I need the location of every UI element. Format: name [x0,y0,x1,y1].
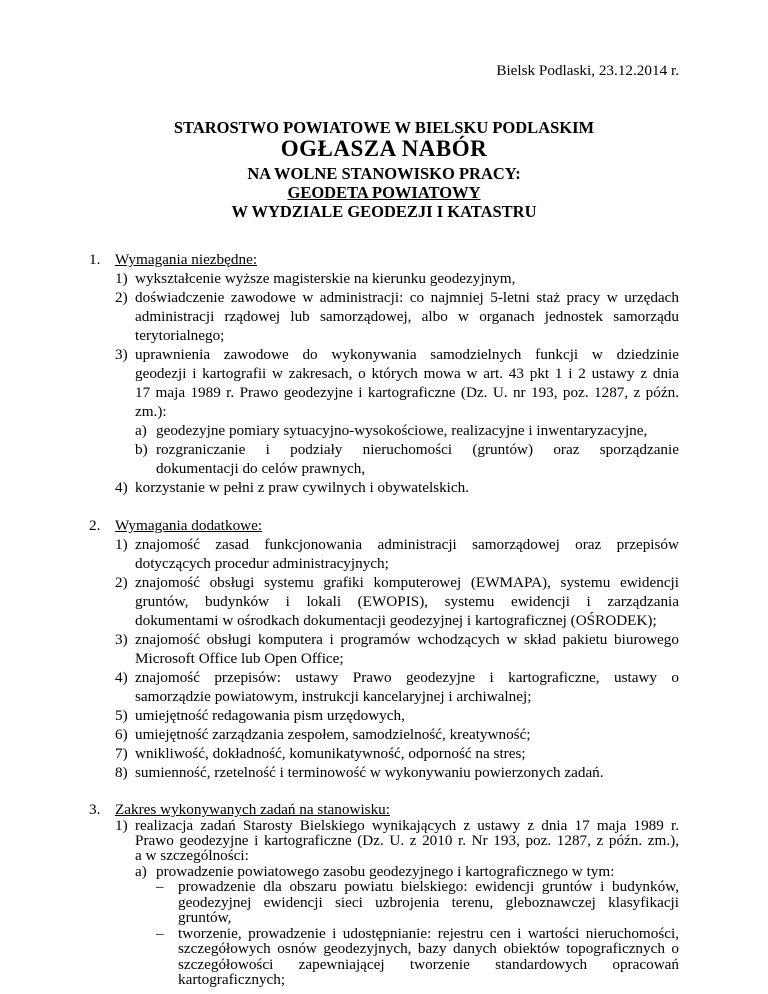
organization-heading: STAROSTWO POWIATOWE W BIELSKU PODLASKIM [173,118,595,137]
item-number: 4) [115,479,128,496]
dash-item-text: kartograficznych; [178,971,286,988]
item-number: 8) [115,764,128,781]
subitem-text: dokumentacji do celów prawnych, [156,460,366,477]
item-text: znajomość zasad funkcjonowania administracji samorządowej oraz przepisów [135,536,679,553]
subitem-letter: b) [135,441,148,458]
dash-bullet: – [156,924,164,942]
subitem-text: geodezyjne pomiary sytuacyjno-wysokościowe, realizacyjne i inwentaryzacyjne, [156,422,648,439]
item-number: 5) [115,707,128,724]
item-text: gruntów, budynków i lokali (EWOPIS), systemu ewidencji i zarządzania [135,593,679,610]
item-number: 7) [115,745,128,762]
subitem-text: prowadzenie powiatowego zasobu geodezyjnego i kartograficznego w tym: [156,862,615,880]
item-number: 3) [115,346,128,363]
section-title: Wymagania niezbędne: [115,251,258,268]
position-heading: GEODETA POWIATOWY [287,183,481,202]
dash-bullet: – [156,878,164,896]
item-number: 6) [115,726,128,743]
item-text: znajomość obsługi systemu grafiki komputerowej (EWMAPA), systemu ewidencji [135,574,679,591]
item-text: Prawo geodezyjne i kartograficzne (Dz. U. z 2010 r. Nr 193, poz. 1287, z późn. zm.), [135,831,679,849]
item-text: doświadczenie zawodowe w administracji: co najmniej 5-letni staż pracy w urzędach [135,289,679,306]
item-text: geodezji i kartografii w zakresach, o których mowa w art. 43 pkt 1 i 2 ustawy z dnia [135,365,679,382]
item-text: znajomość przepisów: ustawy Prawo geodezyjne i kartograficzne, ustawy o [135,669,679,686]
item-text: samorządzie powiatowym, instrukcji kancelaryjnej i archiwalnej; [135,688,532,705]
dash-item-text: szczegółowych osnów geodezyjnych, bazy danych obiektów topograficznych o [178,940,679,958]
announcement-heading: OGŁASZA NABÓR [280,136,488,161]
subitem-letter: a) [135,862,147,880]
item-text: uprawnienia zawodowe do wykonywania samodzielnych funkcji w dziedzinie [135,346,679,363]
item-number: 3) [115,631,128,648]
item-text: umiejętność zarządzania zespołem, samodzielność, kreatywność; [135,726,531,743]
item-number: 2) [115,289,128,306]
item-text: wnikliwość, dokładność, komunikatywność, odporność na stres; [135,745,526,762]
section-title: Wymagania dodatkowe: [115,517,263,534]
section-title: Zakres wykonywanych zadań na stanowisku: [115,801,390,818]
item-text: terytorialnego; [135,327,225,344]
dash-item-text: geodezyjnej ewidencji sieci uzbrojenia terenu, gleboznawczej klasyfikacji [178,893,679,911]
dash-item-text: szczegółowości zapewniającej tworzenie standardowych opracowań [178,955,679,973]
item-text: a w szczególności: [135,847,249,865]
item-number: 4) [115,669,128,686]
subtitle-heading: NA WOLNE STANOWISKO PRACY: [247,164,521,183]
section-number: 3. [89,801,101,818]
item-number: 1) [115,816,128,834]
section-number: 2. [89,517,101,534]
item-text: korzystanie w pełni z praw cywilnych i obywatelskich. [135,479,470,496]
section-number: 1. [89,251,101,268]
item-number: 1) [115,536,128,553]
item-text: umiejętność redagowania pism urzędowych, [135,707,405,724]
item-number: 2) [115,574,128,591]
item-text: Microsoft Office lub Open Office; [135,650,344,667]
item-text: 17 maja 1989 r. Prawo geodezyjne i kartograficzne (Dz. U. nr 193, poz. 1287, z późn. [135,384,679,401]
dash-item-text: gruntów, [178,909,232,927]
dash-item-text: prowadzenie dla obszaru powiatu bielskiego: ewidencji gruntów i budynków, [178,878,679,896]
item-text: administracji rządowej lub samorządowej, albo w organach jednostek samorządu [135,308,679,325]
item-text: dotyczących procedur administracyjnych; [135,555,389,572]
item-text: sumienność, rzetelność i terminowość w wykonywaniu powierzonych zadań. [135,764,604,781]
item-text: zm.): [135,403,167,420]
item-number: 1) [115,270,128,287]
subitem-text: rozgraniczanie i podziały nieruchomości (gruntów) oraz sporządzanie [156,441,679,458]
subitem-letter: a) [135,422,147,439]
item-text: realizacja zadań Starosty Bielskiego wynikających z ustawy z dnia 17 maja 1989 r. [135,816,679,834]
date-line: Bielsk Podlaski, 23.12.2014 r. [496,62,679,79]
item-text: dokumentami w ośrodkach dokumentacji geodezyjnej i kartograficznej (OŚRODEK); [135,612,657,629]
item-text: znajomość obsługi komputera i programów wchodzących w skład pakietu biurowego [135,631,679,648]
department-heading: W WYDZIALE GEODEZJI I KATASTRU [231,202,537,221]
dash-item-text: tworzenie, prowadzenie i udostępnianie: rejestru cen i wartości nieruchomości, [178,924,679,942]
item-text: wykształcenie wyższe magisterskie na kierunku geodezyjnym, [135,270,516,287]
